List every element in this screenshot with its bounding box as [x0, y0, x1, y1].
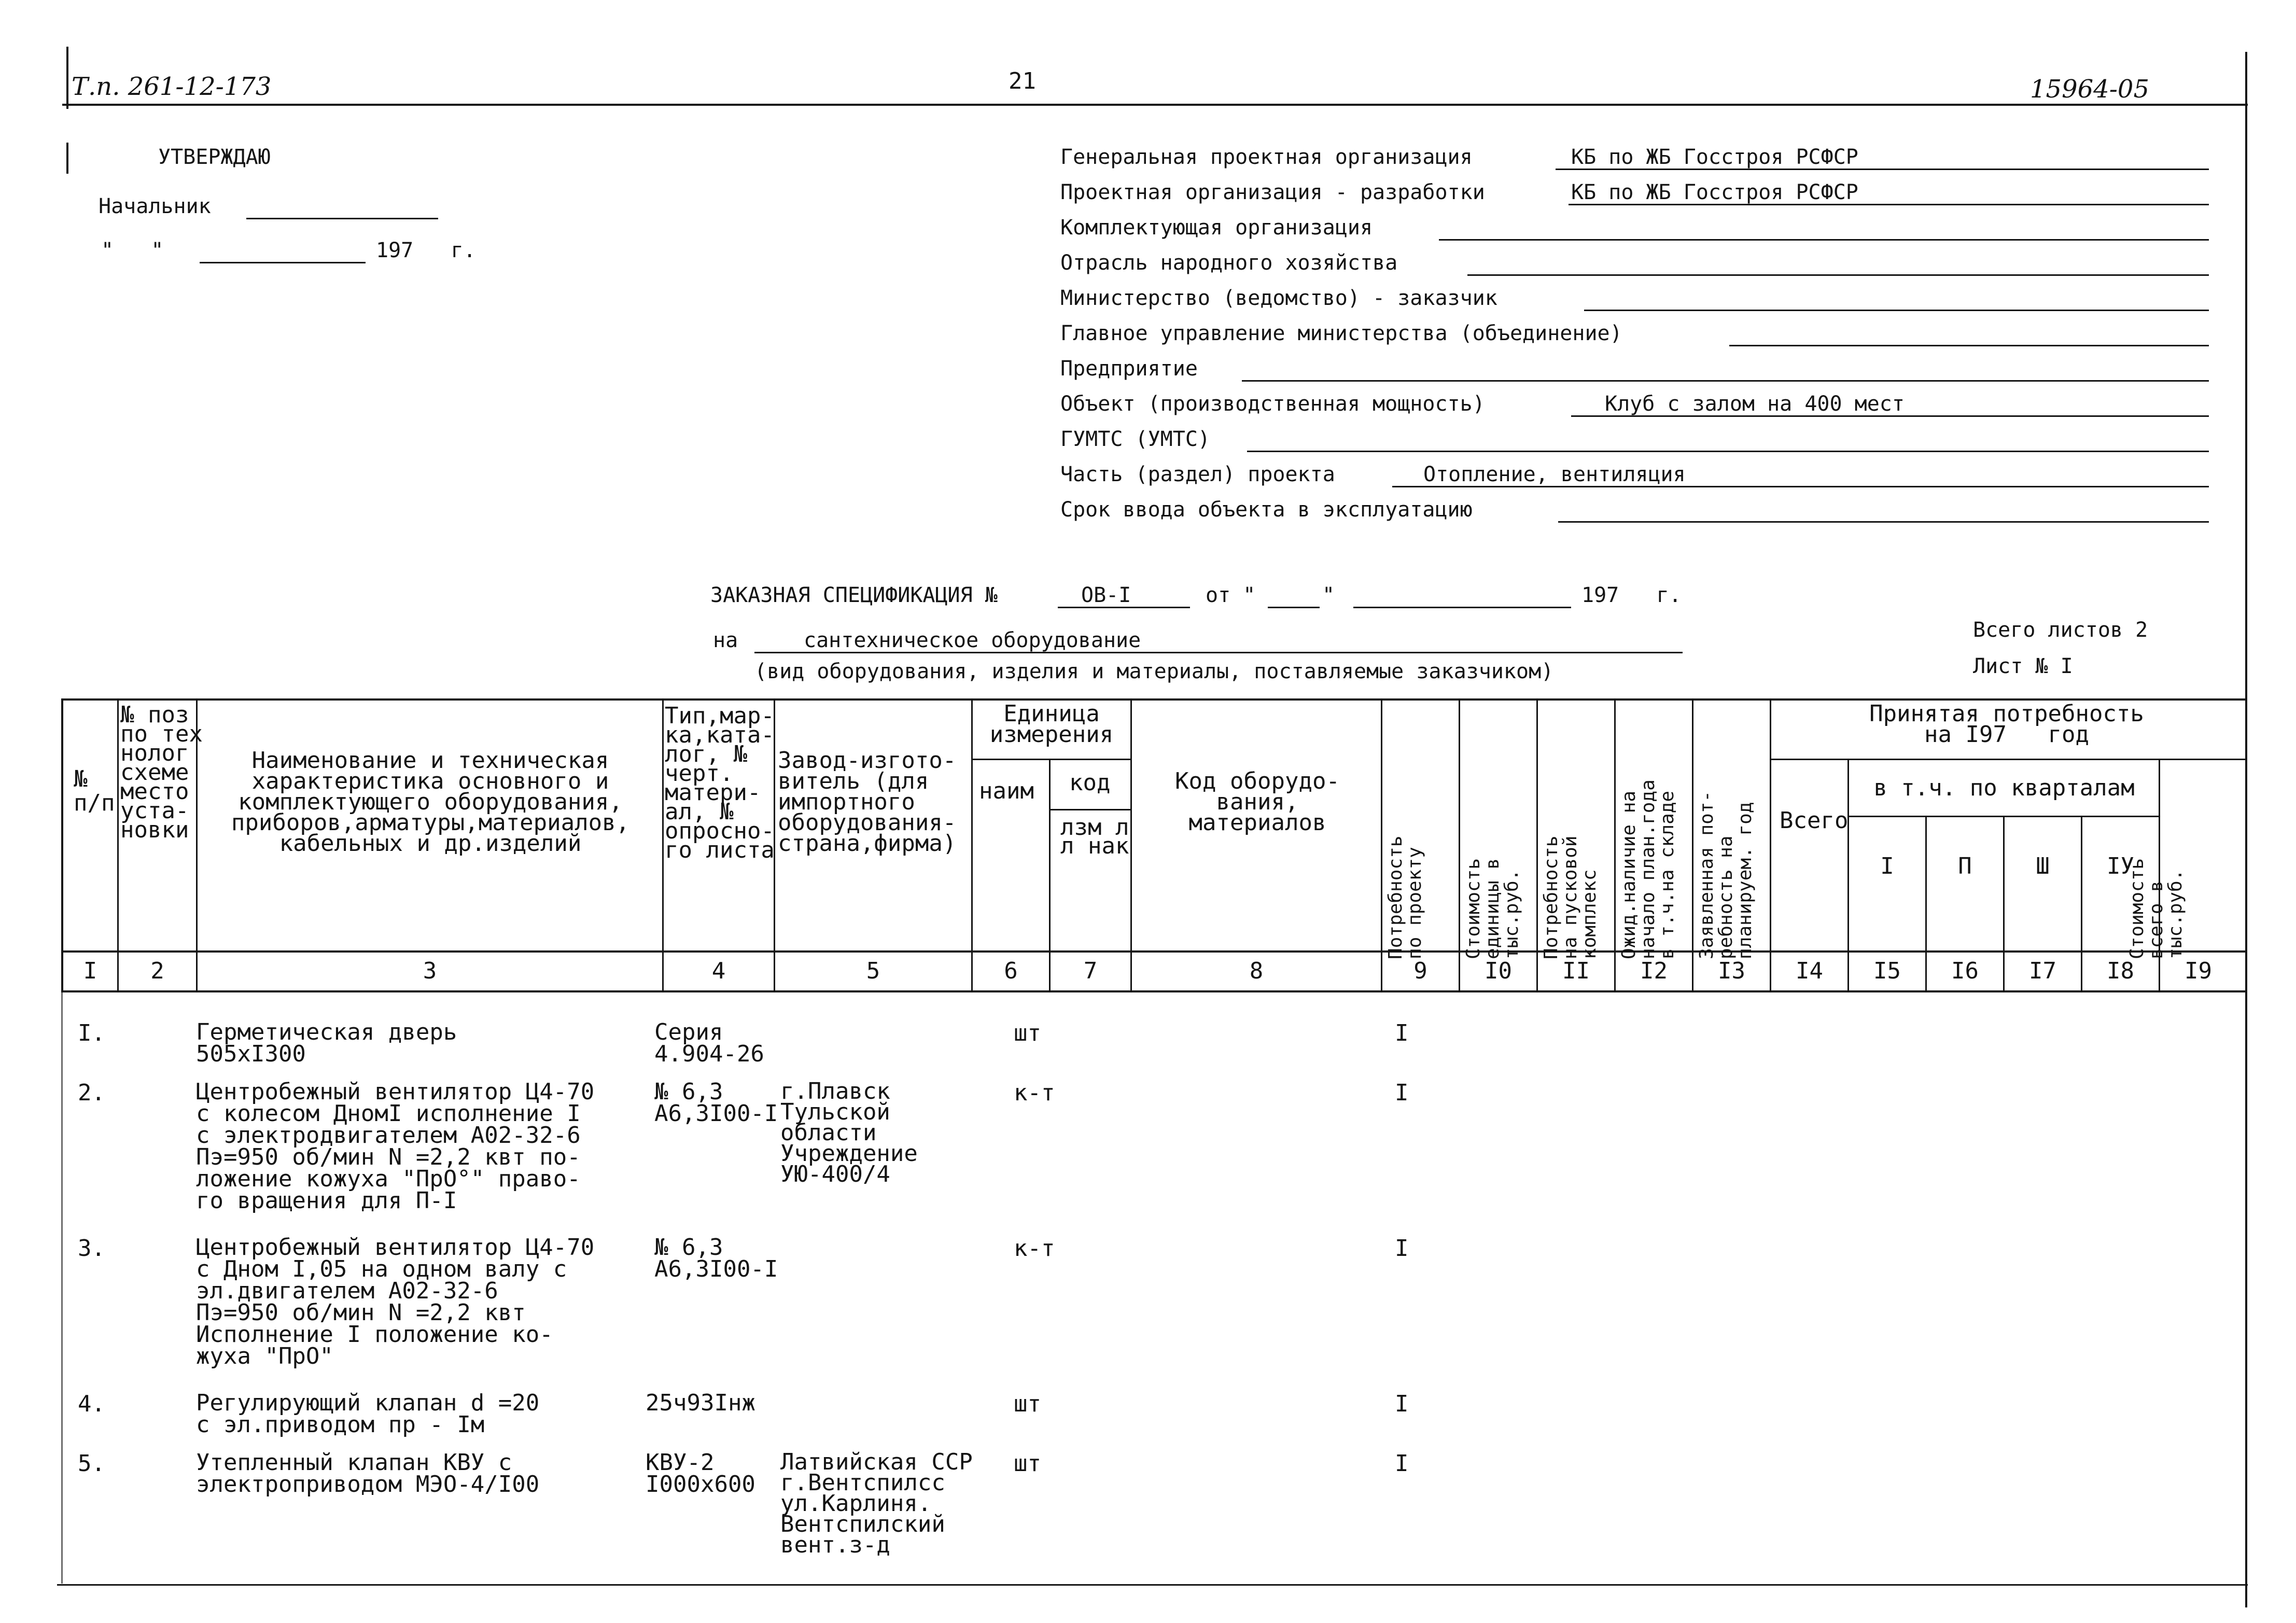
colnum-18: I8	[2107, 958, 2134, 984]
row-type: Серия 4.904-26	[654, 1019, 764, 1067]
chief-label: Начальник	[99, 194, 211, 218]
approval-year: 197 г.	[376, 239, 476, 262]
row-num: 4.	[78, 1391, 105, 1417]
col-divider	[1536, 698, 1538, 992]
approval-title: УТВЕРЖДАЮ	[158, 145, 271, 169]
left-border-lower	[61, 992, 63, 1584]
row-num: 3.	[78, 1235, 105, 1262]
row-unit: шт	[1014, 1450, 1041, 1477]
page-number: 21	[1009, 68, 1036, 94]
row-type: 25ч93Iнж	[646, 1390, 755, 1416]
design-org-label: Проектная организация - разработки	[1060, 180, 1485, 204]
row-unit: к-т	[1014, 1080, 1055, 1106]
row-maker: Латвийская ССР г.Вентспилсс ул.Карлиня. Вентспилский вент.з-д	[780, 1449, 973, 1558]
part-label: Часть (раздел) проекта	[1060, 463, 1335, 486]
header-total: Всего	[1780, 807, 1849, 834]
document-code: Т.п. 261-12-173	[72, 72, 272, 101]
header-q4: IУ	[2107, 853, 2134, 879]
row-num: I.	[78, 1020, 105, 1046]
header-need-launch: Потребность на пусковой комплекс	[1541, 835, 1600, 959]
spec-subject-caption: (вид оборудования, изделия и материалы, поставляемые заказчиком)	[754, 660, 1554, 683]
row-maker: г.Плавск Тульской области Учреждение УЮ-400/4	[780, 1078, 918, 1187]
colnum-1: I	[83, 958, 97, 984]
object-label: Объект (производственная мощность)	[1060, 392, 1485, 416]
spec-date-line	[1353, 607, 1571, 608]
spec-number: ОВ-I	[1081, 583, 1131, 607]
header-expected-stock: Ожид.наличие на начало план.года в т.ч.на складе	[1618, 779, 1678, 959]
row-type: КВУ-2 I000х600	[646, 1449, 755, 1498]
chief-signature-line	[246, 218, 438, 219]
header-accepted-need: Принятая потребность на I97 год	[1869, 701, 2144, 748]
general-org-line	[1556, 169, 2209, 170]
general-org-label: Генеральная проектная организация	[1060, 145, 1473, 169]
col-divider	[662, 698, 664, 992]
spec-from-label: от "	[1206, 583, 1256, 607]
unit-divider	[971, 759, 1130, 760]
accepted-divider	[1770, 759, 2246, 760]
admin-line	[1729, 345, 2209, 346]
ministry-line	[1584, 310, 2209, 311]
header-equipment-code: Код оборудо- вания, материалов	[1175, 768, 1340, 836]
row-qty: I	[1395, 1235, 1409, 1262]
header-type: Тип,мар- ка,ката- лог, № черт. матери- ал, № опросно- го листа	[665, 703, 775, 863]
col-divider	[1770, 698, 1771, 992]
spec-date-day-line	[1268, 607, 1320, 608]
row-unit: к-т	[1014, 1235, 1055, 1262]
spec-on-label: на	[713, 628, 738, 652]
row-num: 5.	[78, 1450, 105, 1477]
spec-subject-line	[754, 652, 1683, 653]
col-divider	[117, 698, 119, 992]
header-unit-code-sub: лзм л л нак	[1060, 814, 1129, 859]
header-unit-group: Единица измерения	[989, 701, 1114, 748]
header-unit-name: наим	[979, 778, 1034, 804]
spec-year: 197 г.	[1581, 583, 1682, 607]
approval-date-quotes: " "	[101, 239, 164, 262]
header-unit-cost: Стоимость единицы в тыс.руб.	[1463, 858, 1522, 959]
colnum-11: II	[1562, 958, 1590, 984]
admin-label: Главное управление министерства (объединение)	[1060, 321, 1622, 345]
row-name: Центробежный вентилятор Ц4-70 с колесом ДномI исполнение I с электродвигателем А02-32-6 Пэ=950 об/мин N =2,2 квт по- ложение кожуха "ПрО°" право- го вращения для П-I	[196, 1079, 595, 1214]
colnum-14: I4	[1796, 958, 1823, 984]
col-divider	[1130, 698, 1132, 992]
header-maker: Завод-изгото- витель (для импортного оборудования- страна,фирма)	[778, 747, 957, 857]
row-unit: шт	[1014, 1020, 1041, 1046]
colnum-16: I6	[1951, 958, 1979, 984]
sheet-number: Лист № I	[1973, 654, 2073, 678]
header-declared-need: Заявленная пот- ребность на планируем. год	[1696, 790, 1756, 959]
spec-title: ЗАКАЗНАЯ СПЕЦИФИКАЦИЯ №	[710, 583, 998, 607]
code-divider	[1049, 809, 1130, 810]
colnum-13: I3	[1718, 958, 1745, 984]
colnum-15: I5	[1873, 958, 1901, 984]
header-position: № поз по тех нолог схеме место уста- новки	[120, 702, 203, 843]
colnum-5: 5	[866, 958, 880, 984]
header-name: Наименование и техническая характеристика основного и комплектующего оборудования, приборов,арматуры,материалов, кабельных и др.изделий	[231, 747, 630, 857]
left-tick	[66, 143, 68, 174]
row-qty: I	[1395, 1080, 1409, 1106]
object-line	[1571, 415, 2209, 417]
header-need-project: Потребность по проекту	[1385, 835, 1425, 959]
header-q2: П	[1958, 853, 1972, 879]
colnum-7: 7	[1083, 958, 1098, 984]
row-type: № 6,3 А6,3I00-I	[654, 1234, 778, 1282]
col-divider	[1692, 698, 1693, 992]
colnum-6: 6	[1004, 958, 1018, 984]
spec-subject: сантехническое оборудование	[804, 628, 1141, 652]
approval-date-line	[200, 262, 366, 263]
bottom-rule	[57, 1584, 2248, 1586]
row-type: № 6,3 А6,3I00-I	[654, 1079, 778, 1127]
header-total-cost: Стоимость всего в тыс.руб.	[2126, 858, 2186, 959]
spec-quote-close: "	[1322, 583, 1335, 607]
col-divider	[1614, 698, 1616, 992]
header-rule	[62, 104, 2248, 106]
row-name: Герметическая дверь 505хI300	[196, 1019, 457, 1067]
part-value: Отопление, вентиляция	[1423, 463, 1686, 486]
table-colnum-bottom	[61, 990, 2247, 992]
col-divider	[1459, 698, 1460, 992]
supply-org-label: Комплектующая организация	[1060, 216, 1373, 240]
header-q1: I	[1880, 853, 1894, 879]
deadline-label: Срок ввода объекта в эксплуатацию	[1060, 498, 1473, 522]
row-name: Центробежный вентилятор Ц4-70 с Дном I,05 на одном валу с эл.двигателем А02-32-6 Пэ=950 об/мин N =2,2 квт Исполнение I положение ко- жуха "ПрО"	[196, 1234, 595, 1369]
object-value: Клуб с залом на 400 мест	[1605, 392, 1905, 416]
row-unit: шт	[1014, 1391, 1041, 1417]
total-sheets: Всего листов 2	[1973, 618, 2148, 642]
header-unit-code: код	[1069, 769, 1111, 796]
gumts-line	[1247, 451, 2209, 452]
left-tick	[66, 47, 68, 109]
general-org-value: КБ по ЖБ Госстроя РСФСР	[1571, 145, 1858, 169]
design-org-value: КБ по ЖБ Госстроя РСФСР	[1571, 180, 1858, 204]
table-header-bottom	[61, 950, 2247, 953]
ministry-label: Министерство (ведомство) - заказчик	[1060, 286, 1497, 310]
colnum-8: 8	[1249, 958, 1264, 984]
branch-label: Отрасль народного хозяйства	[1060, 251, 1398, 275]
col-divider	[1381, 698, 1382, 992]
colnum-3: 3	[423, 958, 437, 984]
row-num: 2.	[78, 1080, 105, 1106]
part-line	[1392, 486, 2209, 487]
design-org-line	[1569, 204, 2209, 205]
row-qty: I	[1395, 1020, 1409, 1046]
col-divider	[1049, 759, 1051, 992]
colnum-19: I9	[2185, 958, 2212, 984]
colnum-2: 2	[150, 958, 164, 984]
row-name: Регулирующий клапан d =20 с эл.приводом пр - Iм	[196, 1390, 540, 1438]
header-quarters: в т.ч. по кварталам	[1873, 775, 2135, 801]
supply-org-line	[1439, 239, 2209, 241]
col-divider	[971, 698, 973, 992]
row-qty: I	[1395, 1391, 1409, 1417]
archive-number: 15964-05	[2030, 75, 2149, 104]
colnum-4: 4	[711, 958, 726, 984]
enterprise-label: Предприятие	[1060, 357, 1198, 381]
header-q3: Ш	[2036, 853, 2050, 879]
colnum-12: I2	[1640, 958, 1668, 984]
header-num: № п/п	[74, 766, 115, 816]
branch-line	[1467, 274, 2209, 276]
row-name: Утепленный клапан КВУ с электроприводом МЭО-4/I00	[196, 1449, 540, 1498]
gumts-label: ГУМТС (УМТС)	[1060, 427, 1210, 451]
row-qty: I	[1395, 1450, 1409, 1477]
enterprise-line	[1242, 380, 2209, 382]
colnum-17: I7	[2029, 958, 2056, 984]
colnum-10: I0	[1485, 958, 1512, 984]
deadline-line	[1558, 521, 2209, 523]
spec-number-line	[1058, 607, 1190, 608]
colnum-9: 9	[1413, 958, 1427, 984]
right-border	[2245, 52, 2247, 1607]
table-left-border	[61, 698, 63, 992]
quarters-divider	[1847, 816, 2159, 817]
